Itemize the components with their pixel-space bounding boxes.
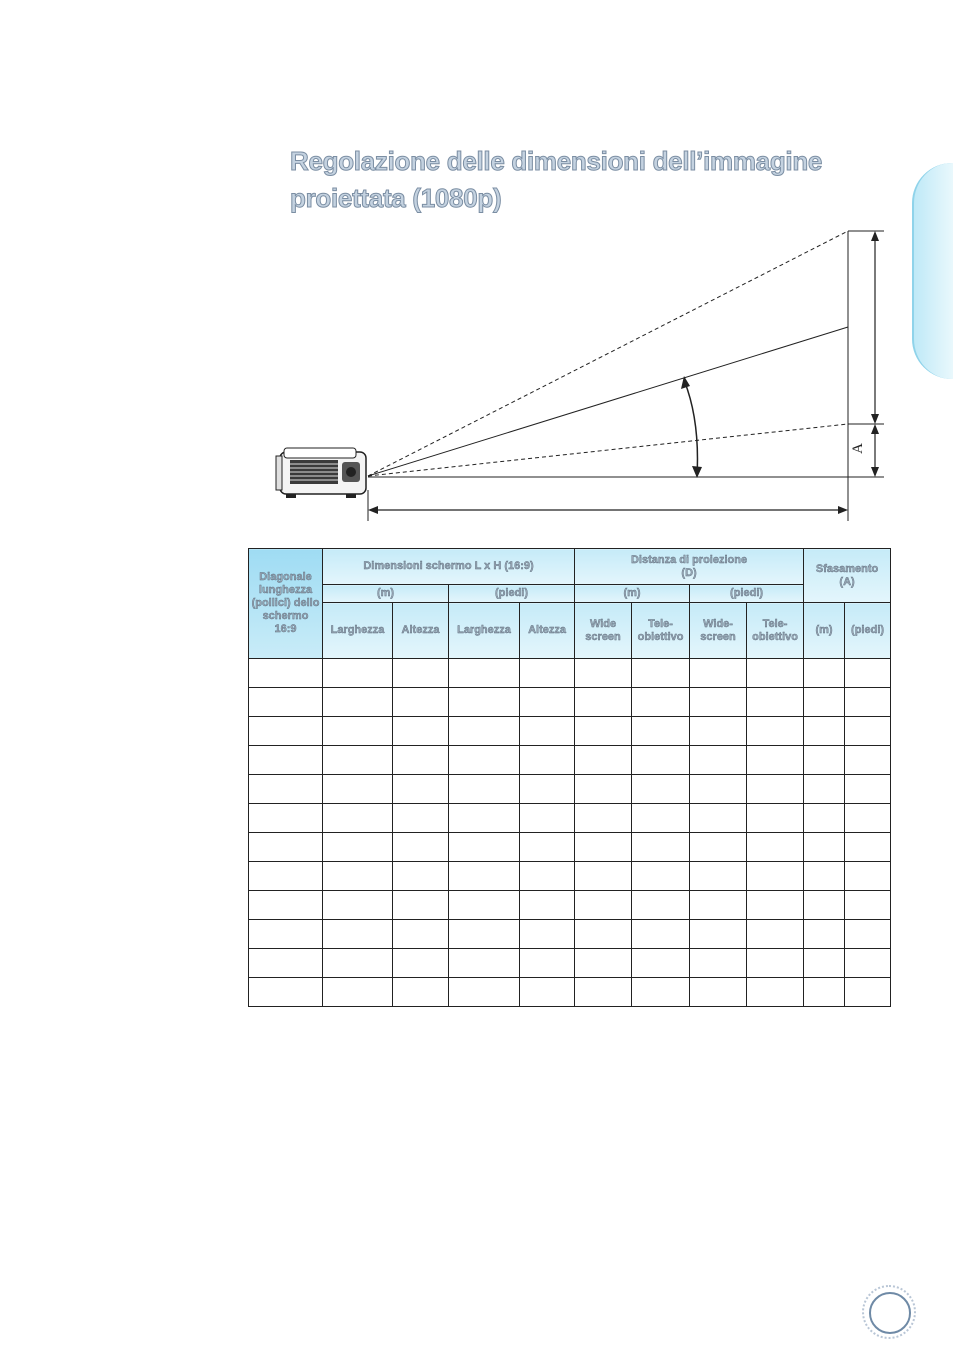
table-cell: [393, 659, 449, 688]
table-cell: [690, 920, 747, 949]
header-screen-size: Dimensioni schermo L x H (16:9): [323, 549, 575, 585]
table-cell: [393, 746, 449, 775]
table-row: [249, 717, 891, 746]
table-cell: [449, 862, 520, 891]
table-cell: [804, 659, 845, 688]
table-cell: [575, 833, 632, 862]
table-cell: [804, 717, 845, 746]
table-row: [249, 659, 891, 688]
table-cell: [575, 862, 632, 891]
offset-label: A: [849, 443, 866, 454]
header-distance-ft: (piedi): [690, 585, 804, 603]
table-cell: [632, 717, 690, 746]
table-cell: [393, 804, 449, 833]
header-offset: Sfasamento (A): [804, 549, 891, 603]
table-cell: [323, 688, 393, 717]
table-row: [249, 891, 891, 920]
table-cell: [520, 659, 575, 688]
table-cell: [747, 717, 804, 746]
table-cell: [393, 862, 449, 891]
table-cell: [323, 717, 393, 746]
table-cell: [323, 775, 393, 804]
table-cell: [520, 775, 575, 804]
table-cell: [449, 659, 520, 688]
projection-diagram: [0, 0, 953, 540]
table-cell: [845, 746, 891, 775]
table-cell: [520, 717, 575, 746]
table-cell: [632, 746, 690, 775]
table-cell: [393, 775, 449, 804]
table-cell: [845, 978, 891, 1007]
table-cell: [690, 746, 747, 775]
table-cell: [632, 978, 690, 1007]
table-row: [249, 775, 891, 804]
table-cell: [690, 804, 747, 833]
table-cell: [520, 891, 575, 920]
table-cell: [393, 949, 449, 978]
table-cell: [747, 746, 804, 775]
table-cell: [520, 833, 575, 862]
table-cell: [449, 746, 520, 775]
table-cell: [249, 717, 323, 746]
table-cell: [632, 775, 690, 804]
table-cell: [249, 833, 323, 862]
table-cell: [747, 804, 804, 833]
table-cell: [845, 659, 891, 688]
header-tele-ft: Tele-obiettivo: [747, 603, 804, 659]
table-cell: [747, 891, 804, 920]
table-cell: [632, 862, 690, 891]
table-row: [249, 862, 891, 891]
header-offset-m: (m): [804, 603, 845, 659]
table-row: [249, 804, 891, 833]
table-cell: [575, 978, 632, 1007]
table-cell: [249, 978, 323, 1007]
table-cell: [804, 920, 845, 949]
table-cell: [520, 920, 575, 949]
table-body: [249, 659, 891, 1007]
table-cell: [393, 688, 449, 717]
table-cell: [449, 833, 520, 862]
table-cell: [632, 688, 690, 717]
table-cell: [520, 978, 575, 1007]
table-cell: [449, 920, 520, 949]
table-cell: [690, 891, 747, 920]
table-row: [249, 688, 891, 717]
table-cell: [449, 688, 520, 717]
table-cell: [249, 775, 323, 804]
projector-icon: [276, 448, 366, 498]
table-cell: [575, 688, 632, 717]
title-line-1: Regolazione delle dimensioni dell’immagine: [290, 146, 823, 176]
table-cell: [323, 804, 393, 833]
header-distance: Distanza di proiezione (D): [575, 549, 804, 585]
table-cell: [575, 804, 632, 833]
header-offset-ft: (piedi): [845, 603, 891, 659]
header-screen-ft: (piedi): [449, 585, 575, 603]
table-cell: [249, 804, 323, 833]
table-cell: [520, 746, 575, 775]
table-cell: [845, 920, 891, 949]
table-cell: [323, 862, 393, 891]
table-cell: [845, 833, 891, 862]
table-cell: [690, 949, 747, 978]
table-row: [249, 920, 891, 949]
table-cell: [520, 862, 575, 891]
table-cell: [690, 775, 747, 804]
table-cell: [747, 833, 804, 862]
table-cell: [575, 659, 632, 688]
table-cell: [747, 949, 804, 978]
table-cell: [575, 775, 632, 804]
table-cell: [845, 775, 891, 804]
table-cell: [249, 920, 323, 949]
table-cell: [575, 746, 632, 775]
table-cell: [449, 978, 520, 1007]
table-cell: [804, 688, 845, 717]
table-row: [249, 833, 891, 862]
table-cell: [575, 949, 632, 978]
table-cell: [804, 746, 845, 775]
header-height-ft: Altezza: [520, 603, 575, 659]
table-cell: [520, 688, 575, 717]
table-cell: [747, 920, 804, 949]
table-cell: [249, 688, 323, 717]
header-screen-m: (m): [323, 585, 449, 603]
header-wide-ft: Wide-screen: [690, 603, 747, 659]
table-cell: [747, 775, 804, 804]
table-cell: [323, 833, 393, 862]
title-line-2: proiettata (1080p): [290, 183, 502, 213]
table-cell: [632, 659, 690, 688]
table-cell: [804, 862, 845, 891]
table-cell: [747, 862, 804, 891]
table-cell: [690, 659, 747, 688]
table-cell: [393, 717, 449, 746]
table-cell: [323, 659, 393, 688]
header-diagonal: Diagonale lunghezza (pollici) dello schermo 16:9: [249, 549, 323, 659]
table-cell: [249, 891, 323, 920]
page-number-circle: [869, 1292, 911, 1334]
table-cell: [520, 949, 575, 978]
table-row: [249, 746, 891, 775]
table-cell: [449, 891, 520, 920]
header-width-m: Larghezza: [323, 603, 393, 659]
page-number-badge: [862, 1285, 916, 1339]
table-cell: [449, 949, 520, 978]
table-row: [249, 978, 891, 1007]
table-cell: [393, 891, 449, 920]
table-cell: [690, 688, 747, 717]
table-cell: [393, 833, 449, 862]
table-cell: [632, 891, 690, 920]
table-cell: [845, 862, 891, 891]
table-cell: [804, 833, 845, 862]
table-cell: [249, 862, 323, 891]
table-cell: [804, 775, 845, 804]
table-cell: [845, 688, 891, 717]
header-height-m: Altezza: [393, 603, 449, 659]
table-cell: [845, 891, 891, 920]
table-cell: [690, 978, 747, 1007]
table-cell: [845, 804, 891, 833]
table-cell: [449, 775, 520, 804]
table-cell: [632, 920, 690, 949]
table-cell: [747, 978, 804, 1007]
table-cell: [804, 804, 845, 833]
table-cell: [449, 717, 520, 746]
table-row: [249, 949, 891, 978]
table-cell: [323, 746, 393, 775]
header-distance-m: (m): [575, 585, 690, 603]
table-cell: [323, 949, 393, 978]
table-cell: [747, 659, 804, 688]
table-cell: [690, 862, 747, 891]
table-cell: [323, 891, 393, 920]
table-cell: [393, 978, 449, 1007]
table-cell: [747, 688, 804, 717]
table-cell: [690, 833, 747, 862]
table-cell: [393, 920, 449, 949]
table-cell: [323, 920, 393, 949]
table-cell: [249, 659, 323, 688]
table-cell: [690, 717, 747, 746]
header-tele-m: Tele-obiettivo: [632, 603, 690, 659]
table-cell: [845, 949, 891, 978]
table-cell: [249, 949, 323, 978]
table-cell: [449, 804, 520, 833]
table-cell: [804, 978, 845, 1007]
table-cell: [575, 920, 632, 949]
table-cell: [632, 833, 690, 862]
table-cell: [632, 949, 690, 978]
table-cell: [575, 717, 632, 746]
table-cell: [323, 978, 393, 1007]
header-width-ft: Larghezza: [449, 603, 520, 659]
table-cell: [804, 891, 845, 920]
table-cell: [632, 804, 690, 833]
table-cell: [249, 746, 323, 775]
projection-table: [248, 548, 891, 1007]
header-wide-m: Wide screen: [575, 603, 632, 659]
table-cell: [845, 717, 891, 746]
table-cell: [804, 949, 845, 978]
table-cell: [520, 804, 575, 833]
table-cell: [575, 891, 632, 920]
